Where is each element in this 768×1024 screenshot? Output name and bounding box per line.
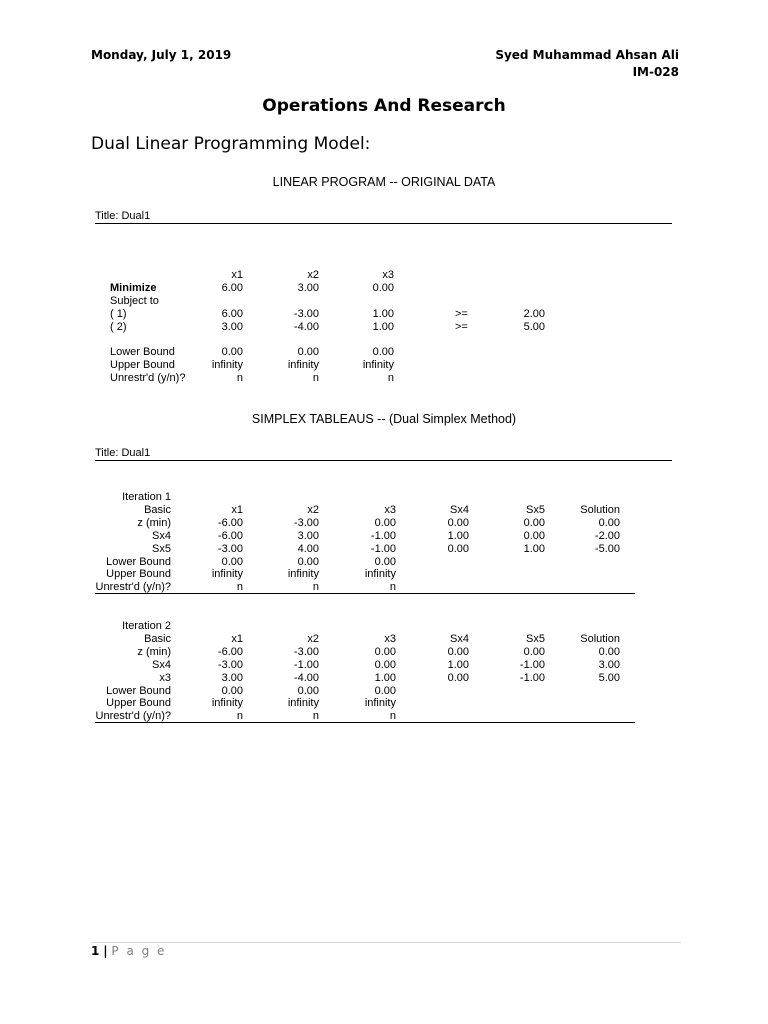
- original-cell: infinity: [287, 359, 319, 371]
- constraint-rhs: 5.00: [523, 321, 545, 333]
- tableau-row-label: Sx4: [152, 658, 171, 671]
- original-row-label: ( 2): [110, 321, 127, 333]
- tableau-cell: -6.00: [217, 645, 243, 658]
- original-data-heading: LINEAR PROGRAM -- ORIGINAL DATA: [272, 175, 496, 189]
- original-cell: -4.00: [293, 321, 319, 333]
- tableau-col-header: Sx5: [526, 632, 545, 645]
- tableau-col-header: Solution: [580, 503, 620, 516]
- tableau-row-label: z (min): [137, 645, 171, 658]
- iteration-label: Iteration 1: [122, 491, 171, 503]
- simplex-box-title: Title: Dual1: [95, 447, 151, 459]
- tableau-cell: infinity: [364, 568, 396, 581]
- tableau-cell: 5.00: [598, 671, 620, 684]
- tableau-col-header: Basic: [144, 632, 171, 645]
- tableau-bottom-rule: [95, 722, 635, 723]
- original-row-label: Unrestr'd (y/n)?: [110, 372, 186, 384]
- original-cell: 0.00: [221, 346, 243, 358]
- tableau-cell: 0.00: [374, 658, 396, 671]
- tableau-cell: infinity: [364, 697, 396, 710]
- original-cell: -3.00: [293, 308, 319, 320]
- tableau-cell: 0.00: [447, 516, 469, 529]
- simplex-heading: SIMPLEX TABLEAUS -- (Dual Simplex Method): [251, 412, 517, 426]
- original-row-label: Lower Bound: [110, 346, 175, 358]
- tableau-cell: n: [236, 581, 243, 594]
- tableau-col-header: x3: [384, 503, 396, 516]
- tableau-cell: -3.00: [293, 645, 319, 658]
- tableau-cell: 0.00: [374, 555, 396, 568]
- tableau-cell: -2.00: [594, 529, 620, 542]
- tableau-cell: 1.00: [447, 529, 469, 542]
- tableau-cell: 3.00: [598, 658, 620, 671]
- tableau-cell: 0.00: [523, 645, 545, 658]
- original-cell: n: [236, 372, 243, 384]
- tableau-row-label: x3: [159, 671, 171, 684]
- tableau-cell: 3.00: [221, 671, 243, 684]
- tableau-cell: -5.00: [594, 542, 620, 555]
- tableau-cell: 0.00: [221, 684, 243, 697]
- page-footer: [91, 944, 166, 958]
- original-cell: 1.00: [372, 321, 394, 333]
- simplex-title-rule: [95, 460, 672, 461]
- author-id: IM-028: [632, 65, 679, 79]
- tableau-row-label: Upper Bound: [106, 568, 171, 581]
- tableau-cell: 1.00: [374, 671, 396, 684]
- original-row-label: ( 1): [110, 308, 127, 320]
- tableau-row-label: Lower Bound: [106, 555, 171, 568]
- tableau-col-header: x2: [307, 632, 319, 645]
- original-cell: 0.00: [372, 346, 394, 358]
- footer-separator: |: [103, 944, 108, 958]
- tableau-cell: 0.00: [447, 542, 469, 555]
- tableau-cell: 0.00: [447, 671, 469, 684]
- original-row-label: Minimize: [110, 282, 157, 294]
- tableau-cell: 0.00: [374, 516, 396, 529]
- original-col-header: x2: [307, 269, 319, 281]
- page-word: P a g e: [111, 944, 167, 958]
- tableau-cell: 4.00: [297, 542, 319, 555]
- tableau-cell: -1.00: [519, 658, 545, 671]
- tableau-cell: -1.00: [370, 542, 396, 555]
- tableau-cell: n: [389, 581, 396, 594]
- constraint-sign: >=: [455, 321, 468, 333]
- original-cell: 0.00: [297, 346, 319, 358]
- original-box-title: Title: Dual1: [95, 210, 151, 222]
- tableau-cell: -6.00: [217, 516, 243, 529]
- original-cell: infinity: [362, 359, 394, 371]
- tableau-bottom-rule: [95, 593, 635, 594]
- iteration-label: Iteration 2: [122, 620, 171, 632]
- tableau-cell: -1.00: [293, 658, 319, 671]
- author-name: Syed Muhammad Ahsan Ali: [495, 48, 679, 62]
- original-title-rule: [95, 223, 672, 224]
- original-cell: 6.00: [221, 282, 243, 294]
- tableau-cell: n: [236, 710, 243, 723]
- footer-rule: [91, 942, 681, 943]
- original-row-label: Subject to: [110, 295, 159, 307]
- constraint-sign: >=: [455, 308, 468, 320]
- tableau-cell: 0.00: [221, 555, 243, 568]
- original-cell: n: [312, 372, 319, 384]
- tableau-cell: 3.00: [297, 529, 319, 542]
- tableau-row-label: Upper Bound: [106, 697, 171, 710]
- tableau-cell: n: [312, 581, 319, 594]
- document-date: Monday, July 1, 2019: [91, 48, 232, 62]
- tableau-cell: -6.00: [217, 529, 243, 542]
- tableau-col-header: Basic: [144, 503, 171, 516]
- tableau-row-label: Sx5: [152, 542, 171, 555]
- tableau-cell: n: [312, 710, 319, 723]
- tableau-cell: 0.00: [297, 555, 319, 568]
- page-subtitle: Dual Linear Programming Model:: [91, 134, 371, 154]
- tableau-cell: -4.00: [293, 671, 319, 684]
- tableau-cell: -3.00: [217, 542, 243, 555]
- tableau-col-header: Sx4: [450, 632, 469, 645]
- original-cell: n: [387, 372, 394, 384]
- original-cell: 6.00: [221, 308, 243, 320]
- tableau-col-header: x1: [231, 632, 243, 645]
- tableau-row-label: z (min): [137, 516, 171, 529]
- tableau-col-header: Solution: [580, 632, 620, 645]
- original-col-header: x3: [382, 269, 394, 281]
- tableau-cell: -1.00: [519, 671, 545, 684]
- tableau-cell: infinity: [211, 568, 243, 581]
- original-cell: infinity: [211, 359, 243, 371]
- tableau-col-header: Sx4: [450, 503, 469, 516]
- original-cell: 0.00: [372, 282, 394, 294]
- tableau-cell: 1.00: [523, 542, 545, 555]
- original-col-header: x1: [231, 269, 243, 281]
- tableau-cell: 0.00: [297, 684, 319, 697]
- tableau-row-label: Unrestr'd (y/n)?: [95, 581, 171, 594]
- original-cell: 1.00: [372, 308, 394, 320]
- tableau-cell: 0.00: [523, 529, 545, 542]
- tableau-cell: 0.00: [598, 516, 620, 529]
- tableau-cell: -1.00: [370, 529, 396, 542]
- original-cell: 3.00: [297, 282, 319, 294]
- constraint-rhs: 2.00: [523, 308, 545, 320]
- tableau-cell: 0.00: [374, 684, 396, 697]
- tableau-cell: -3.00: [293, 516, 319, 529]
- page-title: Operations And Research: [262, 96, 506, 116]
- tableau-row-label: Unrestr'd (y/n)?: [95, 710, 171, 723]
- tableau-row-label: Lower Bound: [106, 684, 171, 697]
- tableau-col-header: x2: [307, 503, 319, 516]
- tableau-cell: 0.00: [374, 645, 396, 658]
- page-number: 1: [91, 944, 100, 958]
- tableau-col-header: x3: [384, 632, 396, 645]
- original-row-label: Upper Bound: [110, 359, 175, 371]
- original-cell: 3.00: [221, 321, 243, 333]
- tableau-cell: infinity: [287, 568, 319, 581]
- tableau-col-header: Sx5: [526, 503, 545, 516]
- tableau-cell: 0.00: [523, 516, 545, 529]
- tableau-cell: 0.00: [598, 645, 620, 658]
- tableau-cell: -3.00: [217, 658, 243, 671]
- tableau-cell: 1.00: [447, 658, 469, 671]
- tableau-col-header: x1: [231, 503, 243, 516]
- tableau-cell: n: [389, 710, 396, 723]
- tableau-row-label: Sx4: [152, 529, 171, 542]
- tableau-cell: infinity: [287, 697, 319, 710]
- tableau-cell: 0.00: [447, 645, 469, 658]
- tableau-cell: infinity: [211, 697, 243, 710]
